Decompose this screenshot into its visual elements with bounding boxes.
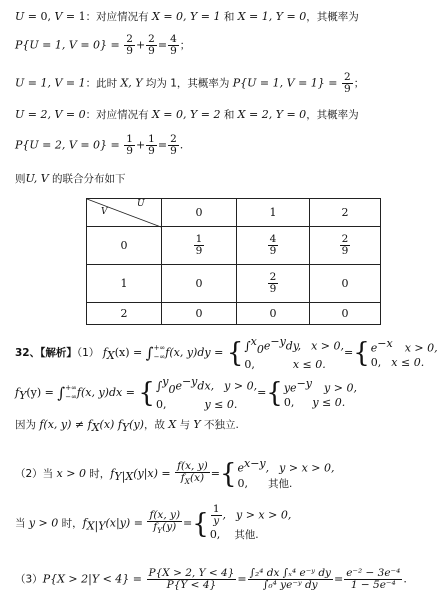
fx-symbol: f [102, 345, 107, 359]
table-header-cell: 0 [162, 199, 237, 227]
cases-block: $e^{-x}$ x > 0, 0, x ≤ 0. [370, 336, 438, 370]
int-lower: −∞ [153, 352, 166, 361]
equals-sign: = [334, 572, 344, 586]
p2-cond: x > 0 [56, 466, 86, 480]
punct: ； [179, 39, 191, 52]
p3-mid: 时， [58, 517, 83, 530]
fx-derivation [15, 334, 438, 372]
table-cell: 0 [310, 303, 381, 325]
equals-sign: = [257, 385, 267, 399]
p4-pre: （3） [15, 573, 43, 586]
cases-block: $\int^x_0e^{-y}dy$, x > 0, 0, x ≤ 0. [244, 335, 345, 371]
var-uv: U, V [25, 172, 49, 185]
left-brace: { [226, 337, 244, 369]
fraction: $\frac{P\{X > 2, Y < 4\}}{P\{Y < 4\}}$ [148, 567, 235, 591]
case-u0-v1-line [15, 10, 359, 24]
table-row [87, 227, 381, 265]
prob-u2-v0-line [15, 134, 183, 157]
eq-u0: = 0, [24, 10, 55, 23]
left-brace: { [138, 377, 155, 409]
corner-label-v: V [101, 207, 108, 217]
punct: . [403, 572, 407, 586]
case-text: ：对应情况有 [85, 109, 152, 121]
case-b: X = 1, Y = 0 [237, 10, 307, 23]
var-xy: X, Y [120, 76, 143, 90]
table-cell: $\frac{4}{9}$ [237, 227, 310, 265]
cases-block: $\int^y_0e^{-y}dx$, y > 0, 0, y ≤ 0. [155, 375, 258, 411]
fraction: $\frac{2}{9}$ [148, 33, 155, 57]
conditional-y-given-x: （2）当 x > 0 时，$f_{Y|X}(y|x)$ = $\frac{f(x, y)}{f_X(x)}$ ={ $e^{x-y}$, y > x > 0, 0, 其他. [15, 457, 335, 490]
fy-sub: Y [19, 389, 27, 403]
case-text-2: 均为 1，其概率为 [142, 77, 233, 90]
problem-number: 32、【解析】 [15, 346, 77, 359]
cases-block: $e^{x-y}$, y > x > 0, 0, 其他. [237, 457, 335, 490]
fy-integrand: f(x, y)dx = [76, 385, 135, 399]
plus-sign: + [135, 38, 146, 52]
table-header-cell: 1 [237, 199, 310, 227]
cases-block: $ye^{-y}$ y > 0, 0, y ≤ 0. [283, 376, 357, 410]
prob-lhs: P{U = 1, V = 0} = [15, 38, 120, 52]
table-cell: 0 [162, 303, 237, 325]
punct: . [179, 138, 184, 152]
integral-sign: ∫ [244, 339, 251, 354]
case-lhs: U = 2, V = 0 [15, 108, 86, 121]
fx-arg: (x) = [114, 345, 143, 359]
tail-text: ，其概率为 [306, 11, 359, 23]
p3-pre: 当 [15, 517, 29, 530]
p2-mid: 时， [85, 467, 111, 480]
fraction: $\frac{\text{e⁻² − 3e⁻⁴}}{\text{1 − 5e⁻⁴}}$ [346, 567, 401, 591]
table-row [87, 303, 381, 325]
integral-sign: ∫ [145, 343, 154, 362]
table-header-cell: 2 [310, 199, 381, 227]
case-text: ：对应情况有 [85, 11, 152, 23]
p4-lhs: P{X > 2|Y < 4} = [42, 572, 143, 586]
plus-sign: + [135, 138, 146, 152]
fy-arg: (y) = [26, 385, 54, 399]
prob-u1-v0-line [15, 34, 190, 57]
p3-cond: y > 0 [28, 516, 59, 530]
table-cell: 0 [162, 265, 237, 303]
equals-sign: = [344, 345, 354, 359]
left-brace: { [219, 458, 237, 490]
case-a: X = 0, Y = 1 [152, 10, 221, 23]
intro-post: 的联合分布如下 [48, 173, 126, 185]
table-header-row [87, 199, 381, 227]
conditional-x-given-y: 当 y > 0 时，$f_{X|Y}(x|y)$ = $\frac{f(x, y)}{f_Y(y)}$ ={ $\frac{1}{y}$ , y > x > 0, 0, 其他. [15, 503, 292, 541]
case-u1-v1-line [15, 72, 364, 95]
joint-distribution-table [86, 198, 381, 325]
case-lhs: U = 1, V = 1 [15, 76, 86, 90]
integral-sign: ∫ [57, 383, 66, 402]
left-brace: { [192, 507, 209, 540]
fraction: $\frac{1}{9}$ [126, 133, 133, 157]
case-u2-v0-line [15, 108, 359, 122]
prob-expr: P{U = 1, V = 1} = [232, 76, 338, 90]
table-corner-cell [87, 199, 162, 227]
table-cell: 0 [310, 265, 381, 303]
fraction: $\frac{4}{9}$ [170, 33, 177, 57]
equals-sign: = [157, 138, 168, 152]
left-brace: { [353, 337, 370, 369]
joint-dist-intro [15, 172, 126, 186]
part3-probability [15, 568, 407, 591]
table-row-label: 2 [87, 303, 162, 325]
table-cell: $\frac{2}{9}$ [237, 265, 310, 303]
tail-text: ，其概率为 [306, 109, 359, 121]
independence-line: 因为 f(x, $y) \ne f_X(x)$ $f_Y(y)$，故 X 与 Y 不独立. [15, 418, 239, 435]
diagonal-line [87, 199, 161, 227]
table-cell: 0 [237, 303, 310, 325]
fx-integrand: f(x, y)dy = [165, 345, 224, 359]
part-label: （1） [76, 346, 100, 359]
punct: ； [353, 77, 365, 90]
table-row-label: 1 [87, 265, 162, 303]
equals-sign: = [183, 516, 193, 530]
eq-v1: = 1 [62, 10, 86, 23]
table-cell: $\frac{2}{9}$ [310, 227, 381, 265]
and-text: 和 [220, 109, 238, 121]
and-text: 和 [220, 11, 238, 23]
table-row-label: 0 [87, 227, 162, 265]
var-u: U [15, 10, 25, 23]
cases-block: $\frac{1}{y}$ , y > x > 0, 0, 其他. [209, 503, 292, 541]
case-b: X = 2, Y = 0 [237, 108, 307, 121]
indep-pre: 因为 [15, 419, 40, 431]
indep-expr: f(x, y) ≠ f [39, 418, 92, 431]
fx-sub: X [106, 349, 115, 363]
equals-sign: = [210, 466, 220, 480]
fraction: $\frac{f(x, y)}{f_Y(y)}$ [149, 509, 181, 536]
fraction: $\frac{2}{9}$ [126, 33, 133, 57]
equals-sign: = [157, 38, 168, 52]
p2-pre: （2）当 [15, 467, 57, 480]
fraction: $\frac{1}{9}$ [148, 133, 155, 157]
fraction: $\frac{f(x, y)}{f_X(x)}$ [177, 459, 208, 486]
fy-symbol: f [15, 385, 20, 399]
fraction: $\frac{2}{9}$ [344, 71, 351, 95]
intro-pre: 则 [15, 173, 26, 185]
case-text: ：此时 [85, 77, 121, 90]
prob-lhs: P{U = 2, V = 0} = [15, 138, 120, 152]
equals-sign: = [237, 572, 247, 586]
case-a: X = 0, Y = 2 [151, 108, 221, 121]
table-row [87, 265, 381, 303]
table-cell: $\frac{1}{9}$ [162, 227, 237, 265]
fraction: $\frac{2}{9}$ [170, 133, 177, 157]
var-v: V [54, 10, 63, 23]
left-brace: { [266, 377, 283, 409]
fy-derivation: $f_Y(y)$ = ∫ +∞ −∞ f(x, y)dx = { $\int^y_0e^{-y}dx$, y > 0, 0, y ≤ 0. ={ $ye^{-y}$ y > 0, 0, y ≤ 0. [15, 375, 357, 411]
corner-label-u: U [137, 199, 145, 209]
fraction: $\frac{\text{∫₂⁴ dx ∫ₓ⁴ e⁻ʸ dy}}{\text{∫₀⁴ ye⁻ʸ dy}}$ [249, 567, 331, 591]
int-upper: +∞ [153, 343, 166, 352]
